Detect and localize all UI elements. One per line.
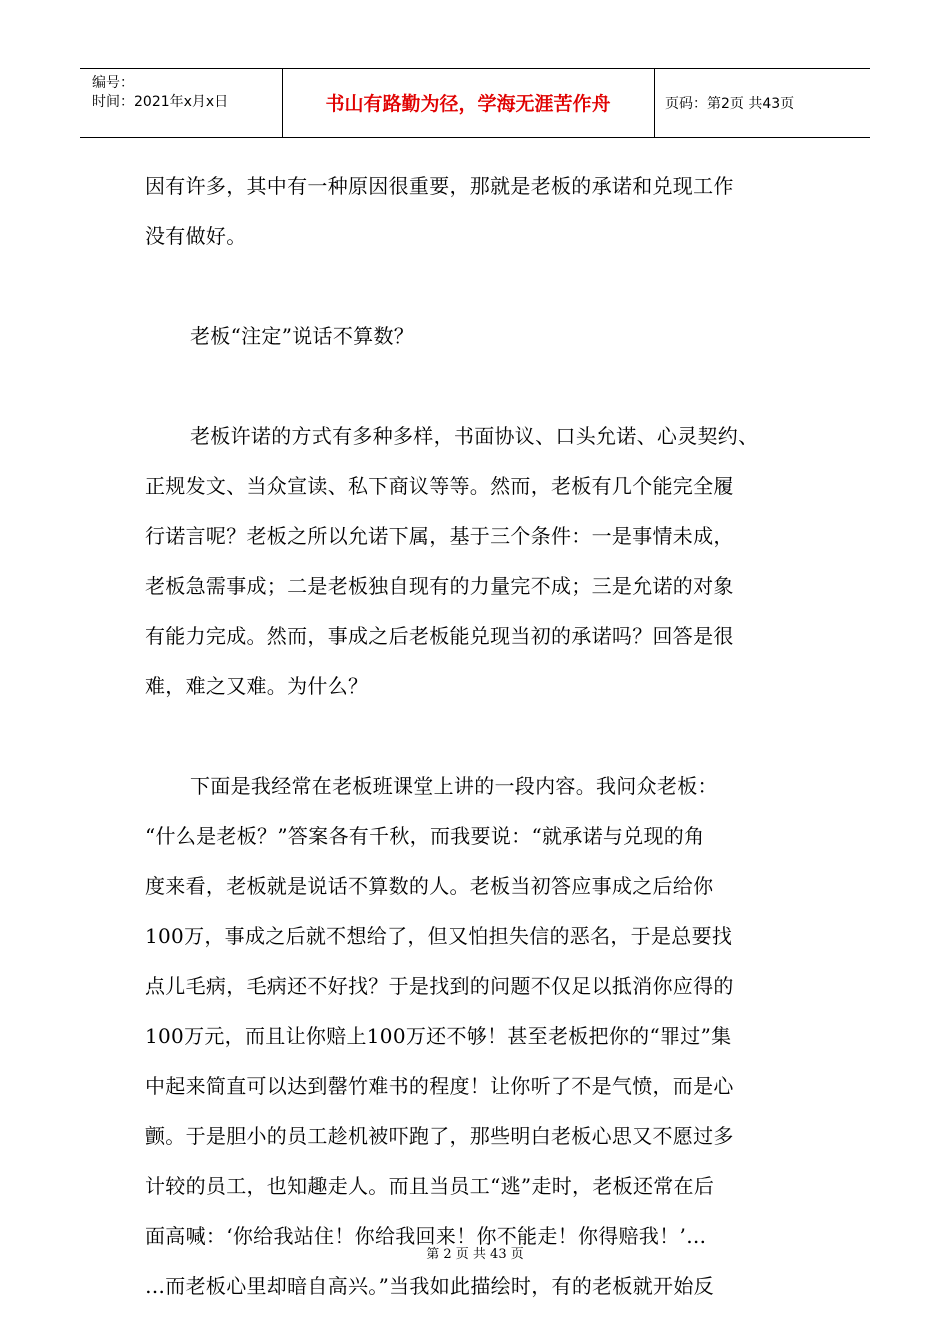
text-line: “什么是老板？”答案各有千秋，而我要说：“就承诺与兑现的角: [145, 824, 705, 848]
document-body: [145, 161, 805, 1311]
text-line: 点儿毛病，毛病还不好找？于是找到的问题不仅足以抵消你应得的: [145, 974, 734, 998]
header-page-cell: [655, 69, 870, 137]
text-line: 下面是我经常在老板班课堂上讲的一段内容。我问众老板：: [190, 774, 718, 798]
text-line: 颤。于是胆小的员工趁机被吓跑了，那些明白老板心思又不愿过多: [145, 1124, 734, 1148]
text-line: 难，难之又难。为什么？: [145, 674, 369, 698]
text-line: 度来看，老板就是说话不算数的人。老板当初答应事成之后给你: [145, 874, 714, 898]
header-meta-cell: [80, 69, 283, 137]
blank-line: [145, 261, 805, 311]
header-motto-cell: [282, 69, 655, 137]
text-line: 100万，事成之后就不想给了，但又怕担失信的恶名，于是总要找: [145, 924, 733, 948]
text-line: 面高喊：‘你给我站住！你给我回来！你不能走！你得赔我！’…: [145, 1224, 707, 1248]
blank-line: [145, 711, 805, 761]
text-line: 计较的员工，也知趣走人。而且当员工“逃”走时，老板还常在后: [145, 1174, 715, 1198]
motto-text: 书山有路勤为径，学海无涯苦作舟: [325, 93, 611, 115]
serial-number-label: 编号：: [92, 75, 134, 91]
text-line: 老板急需事成；二是老板独自现有的力量完不成；三是允诺的对象: [145, 574, 734, 598]
text-line: 中起来简直可以达到罄竹难书的程度！让你听了不是气愤，而是心: [145, 1074, 734, 1098]
blank-line: [145, 361, 805, 411]
date-label: 时间：2021年x月x日: [92, 94, 229, 110]
page-info: 页码：第2页 共43页: [665, 96, 795, 112]
text-line: 行诺言呢？老板之所以允诺下属，基于三个条件：一是事情未成，: [145, 524, 734, 548]
text-line: 因有许多，其中有一种原因很重要，那就是老板的承诺和兑现工作: [145, 174, 734, 198]
text-line: 老板许诺的方式有多种多样，书面协议、口头允诺、心灵契约、: [190, 424, 759, 448]
text-line: 100万元，而且让你赔上100万还不够！甚至老板把你的“罪过”集: [145, 1024, 732, 1048]
text-line: 没有做好。: [145, 224, 247, 248]
section-heading: 老板“注定”说话不算数？: [190, 324, 415, 348]
page-footer: 第 2 页 共 43 页: [426, 1247, 524, 1262]
text-line: 有能力完成。然而，事成之后老板能兑现当初的承诺吗？回答是很: [145, 624, 734, 648]
page-header: [80, 68, 870, 138]
text-line: …而老板心里却暗自高兴。”当我如此描绘时，有的老板就开始反: [145, 1274, 714, 1298]
text-line: 正规发文、当众宣读、私下商议等等。然而，老板有几个能完全履: [145, 474, 734, 498]
